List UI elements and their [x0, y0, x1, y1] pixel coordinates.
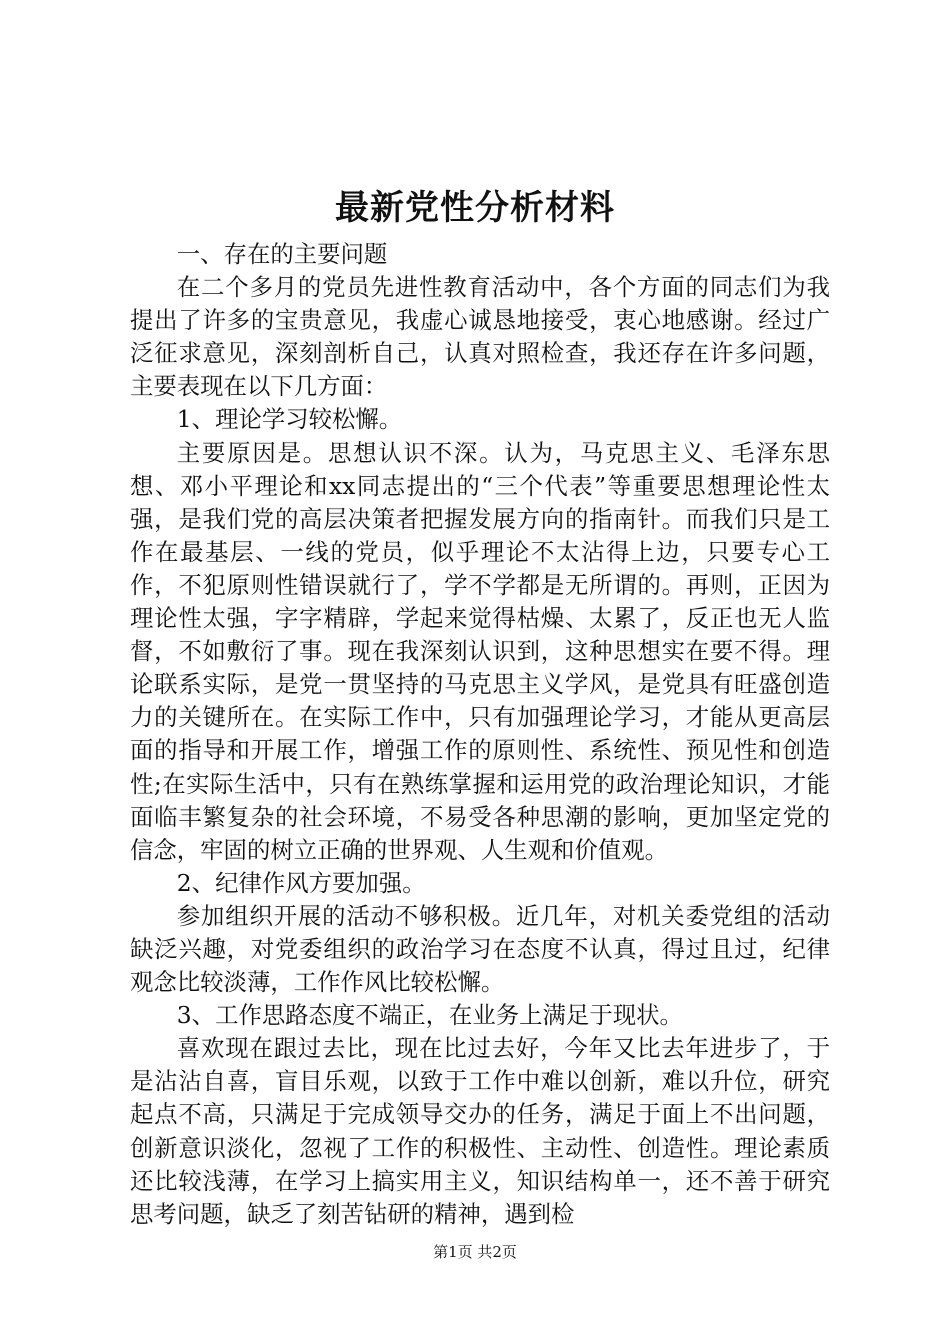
body-paragraph: 喜欢现在跟过去比，现在比过去好，今年又比去年进步了，于是沾沾自喜，盲目乐观，以致于工作中难以创新，难以升位，研究起点不高，只满足于完成领导交办的任务，满足于面上不出问题，创新意识淡化，忽视了工作的积极性、主动性、创造性。理论素质还比较浅薄，在学习上搞实用主义，知识结构单一，还不善于研究思考问题，缺乏了刻苦钻研的精神，遇到检: [130, 1034, 830, 1228]
body-paragraph: 在二个多月的党员先进性教育活动中，各个方面的同志们为我提出了许多的宝贵意见，我虚心诚恳地接受，衷心地感谢。经过广泛征求意见，深刻剖析自己，认真对照检查，我还存在许多问题，主要表现在以下几方面：: [130, 273, 830, 401]
body-paragraph: 参加组织开展的活动不够积极。近几年，对机关委党组的活动缺泛兴趣，对党委组织的政治学习在态度不认真，得过且过，纪律观念比较淡薄，工作作风比较松懈。: [130, 901, 830, 997]
subsection-heading: 2、纪律作风方要加强。: [176, 868, 426, 897]
page-number-footer: 第1页 共2页: [433, 1243, 517, 1261]
subsection-heading: 3、工作思路态度不端正，在业务上满足于现状。: [176, 1001, 683, 1030]
document-title: 最新党性分析材料: [335, 188, 615, 228]
section-heading: 一、存在的主要问题: [176, 240, 388, 268]
document-body: [130, 238, 830, 1231]
subsection-heading: 1、理论学习较松懈。: [176, 405, 403, 434]
body-paragraph: 主要原因是。思想认识不深。认为，马克思主义、毛泽东思想、邓小平理论和xx同志提出的“三个代表”等重要思想理论性太强，是我们党的高层决策者把握发展方向的指南针。而我们只是工作在最基层、一线的党员，似乎理论不太沾得上边，只要专心工作，不犯原则性错误就行了，学不学都是无所谓的。再则，正因为理论性太强，字字精辟，学起来觉得枯燥、太累了，反正也无人监督，不如敷衍了事。现在我深刻认识到，这种思想实在要不得。理论联系实际，是党一贯坚持的马克思主义学风，是党具有旺盛创造力的关键所在。在实际工作中，只有加强理论学习，才能从更高层面的指导和开展工作，增强工作的原则性、系统性、预见性和创造性;在实际生活中，只有在熟练掌握和运用党的政治理论知识，才能面临丰繁复杂的社会环境，不易受各种思潮的影响，更加坚定党的信念，牢固的树立正确的世界观、人生观和价值观。: [130, 438, 830, 864]
